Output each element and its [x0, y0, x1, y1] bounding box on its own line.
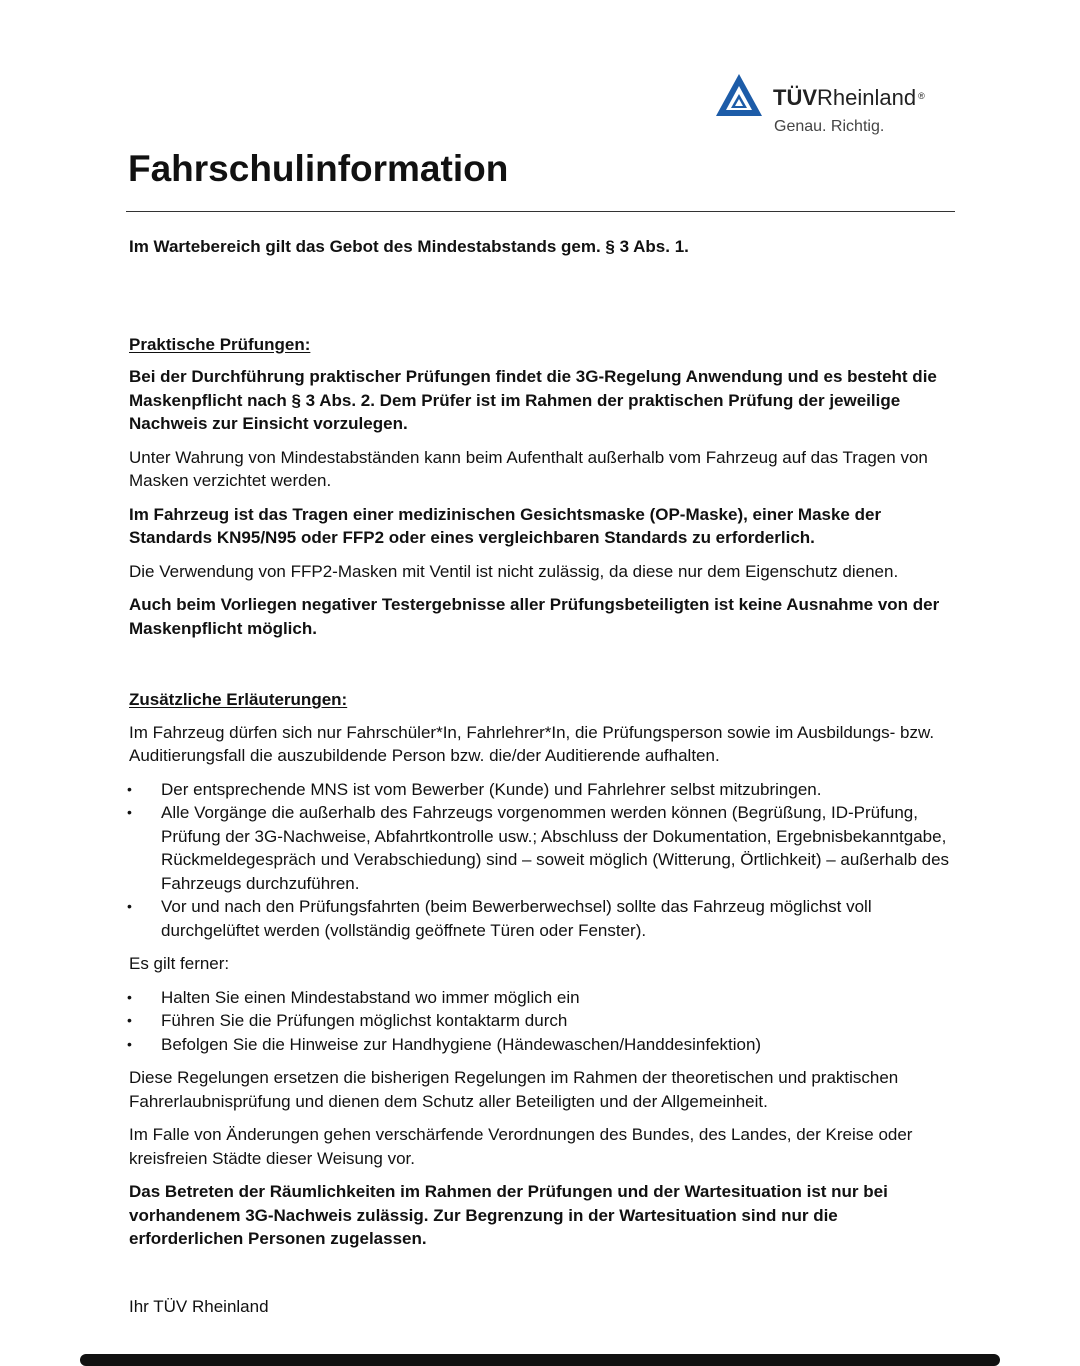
- logo-wordmark: [773, 85, 925, 111]
- section-heading-zusaetzliche-erlaeuterungen: Zusätzliche Erläuterungen:: [129, 690, 348, 709]
- section-heading-praktische-pruefungen: Praktische Prüfungen:: [129, 334, 311, 354]
- signature: Ihr TÜV Rheinland: [129, 1296, 269, 1316]
- list-item: • Vor und nach den Prüfungsfahrten (beim Bewerberwechsel) sollte das Fahrzeug möglichst voll durchgelüftet werden (vollständig geöffnete Türen oder Fenster).: [129, 895, 955, 942]
- paragraph: Im Fahrzeug ist das Tragen einer medizinischen Gesichtsmaske (OP-Maske), einer Maske der Standards KN95/N95 oder FFP2 oder eines vergleichbaren Standards zu erforderlich.: [129, 504, 882, 547]
- registered-mark: ®: [918, 91, 925, 101]
- paragraph: Das Betreten der Räumlichkeiten im Rahmen der Prüfungen und der Wartesituation ist nur bei vorhandenem 3G-Nachweis zulässig. Zur Begrenzung in der Wartesituation sind nur die erforderlichen Personen zugelassen.: [129, 1182, 888, 1248]
- logo-name-regular: Rheinland: [817, 85, 917, 110]
- document-body: [129, 233, 955, 1318]
- triangle-logo-icon: [714, 72, 764, 118]
- paragraph: Unter Wahrung von Mindestabständen kann beim Aufenthalt außerhalb vom Fahrzeug auf das Tragen von Masken verzichtet werden.: [129, 447, 928, 490]
- paragraph: Im Fahrzeug dürfen sich nur Fahrschüler*In, Fahrlehrer*In, die Prüfungsperson sowie im Ausbildungs- bzw. Auditierungsfall die auszubildende Person bzw. die/der Auditierende aufhalten.: [129, 722, 935, 765]
- list-item: • Alle Vorgänge die außerhalb des Fahrzeugs vorgenommen werden können (Begrüßung, ID-Prüfung, Prüfung der 3G-Nachweise, Abfahrtkontrolle usw.; Abschluss der Dokumentation, Ergebnisbekanntgabe, Rückmeldegespräch und Verabschiedung) sind – soweit möglich (Witterung, Örtlichkeit) – außerhalb des Fahrzeugs durchzuführen.: [129, 801, 955, 895]
- paragraph: Bei der Durchführung praktischer Prüfungen findet die 3G-Regelung Anwendung und es besteht die Maskenpflicht nach § 3 Abs. 2. Dem Prüfer ist im Rahmen der praktischen Prüfung der jeweilige Nachweis zur Einsicht vorzulegen.: [129, 367, 937, 433]
- tuv-rheinland-logo: [714, 72, 964, 142]
- bottom-edge-bar: [80, 1354, 1000, 1366]
- list-item: • Der entsprechende MNS ist vom Bewerber (Kunde) und Fahrlehrer selbst mitzubringen.: [129, 778, 955, 802]
- list-item: • Führen Sie die Prüfungen möglichst kontaktarm durch: [129, 1009, 955, 1033]
- intro-paragraph: Im Wartebereich gilt das Gebot des Mindestabstands gem. § 3 Abs. 1.: [129, 237, 689, 256]
- bullet-list: [129, 986, 955, 1057]
- paragraph: Die Verwendung von FFP2-Masken mit Ventil ist nicht zulässig, da diese nur dem Eigenschutz dienen.: [129, 561, 899, 581]
- logo-slogan: Genau. Richtig.: [774, 118, 885, 135]
- paragraph: Im Falle von Änderungen gehen verschärfende Verordnungen des Bundes, des Landes, der Kreise oder kreisfreien Städte dieser Weisung vor.: [129, 1125, 913, 1168]
- document-title: Fahrschulinformation: [128, 148, 509, 189]
- bullet-list: [129, 778, 955, 943]
- title-divider: [126, 211, 955, 212]
- logo-name-bold: TÜV: [773, 85, 817, 110]
- paragraph: Auch beim Vorliegen negativer Testergebnisse aller Prüfungsbeteiligten ist keine Ausnahme von der Maskenpflicht möglich.: [129, 595, 940, 638]
- paragraph: Es gilt ferner:: [129, 954, 230, 973]
- list-item: • Halten Sie einen Mindestabstand wo immer möglich ein: [129, 986, 955, 1010]
- list-item: • Befolgen Sie die Hinweise zur Handhygiene (Händewaschen/Handdesinfektion): [129, 1033, 955, 1057]
- paragraph: Diese Regelungen ersetzen die bisherigen Regelungen im Rahmen der theoretischen und praktischen Fahrerlaubnisprüfung und dienen dem Schutz aller Beteiligten und der Allgemeinheit.: [129, 1068, 899, 1111]
